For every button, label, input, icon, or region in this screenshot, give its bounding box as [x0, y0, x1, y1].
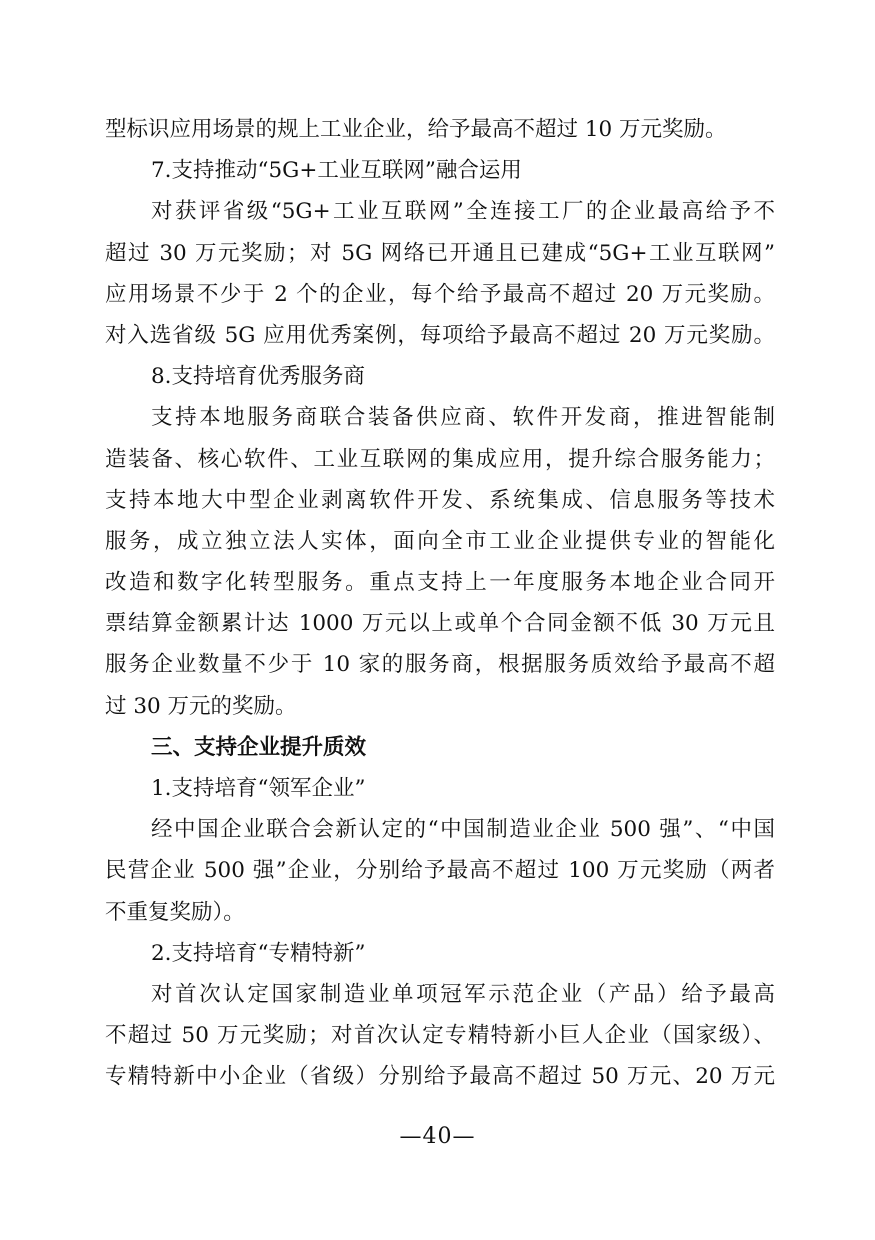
- section-heading-8: 8.支持培育优秀服务商: [151, 364, 366, 390]
- text-line: 对首次认定国家制造业单项冠军示范企业（产品）给予最高: [151, 981, 775, 1007]
- text-line: 票结算金额累计达 1000 万元以上或单个合同金额不低 30 万元且: [105, 611, 775, 637]
- text-line: 超过 30 万元奖励；对 5G 网络已开通且已建成“5G+工业互联网”: [105, 240, 775, 266]
- paragraph-service-providers: [105, 397, 775, 727]
- text-line: 对获评省级“5G+工业互联网”全连接工厂的企业最高给予不: [151, 199, 775, 225]
- text-line: 型标识应用场景的规上工业企业，给予最高不超过 10 万元奖励。: [105, 117, 727, 142]
- text-line: 应用场景不少于 2 个的企业，每个给予最高不超过 20 万元奖励。: [105, 281, 775, 307]
- text-line: 改造和数字化转型服务。重点支持上一年度服务本地企业合同开: [105, 570, 775, 596]
- section-heading-1: 1.支持培育“领军企业”: [151, 776, 366, 801]
- paragraph-leading-enterprises: [105, 809, 775, 933]
- text-line: 对入选省级 5G 应用优秀案例，每项给予最高不超过 20 万元奖励。: [105, 322, 775, 348]
- text-line: 服务企业数量不少于 10 家的服务商，根据服务质效给予最高不超: [105, 652, 775, 678]
- section-heading-2: 2.支持培育“专精特新”: [151, 940, 366, 966]
- page-number: —40—: [399, 1124, 476, 1149]
- paragraph-continuation: [105, 109, 775, 150]
- text-line: 专精特新中小企业（省级）分别给予最高不超过 50 万元、20 万元: [105, 1064, 775, 1090]
- text-line: 服务，成立独立法人实体，面向全市工业企业提供专业的智能化: [105, 528, 775, 554]
- text-line: 不超过 50 万元奖励；对首次认定专精特新小巨人企业（国家级）、: [105, 1023, 775, 1049]
- text-line: 不重复奖励）。: [105, 899, 245, 925]
- chapter-heading-3: 三、支持企业提升质效: [151, 734, 367, 760]
- text-line: 经中国企业联合会新认定的“中国制造业企业 500 强”、“中国: [151, 817, 775, 843]
- text-line: 民营企业 500 强”企业，分别给予最高不超过 100 万元奖励（两者: [105, 858, 775, 884]
- text-line: 支持本地大中型企业剥离软件开发、系统集成、信息服务等技术: [105, 487, 775, 513]
- paragraph-5g-industrial-internet: [105, 191, 775, 356]
- paragraph-specialized-enterprises: [105, 974, 775, 1098]
- text-line: 造装备、核心软件、工业互联网的集成应用，提升综合服务能力；: [105, 446, 775, 472]
- body-text: [105, 109, 775, 1098]
- text-line: 过 30 万元的奖励。: [105, 693, 297, 719]
- section-heading-7: 7.支持推动“5G+工业互联网”融合运用: [151, 158, 522, 184]
- text-line: 支持本地服务商联合装备供应商、软件开发商，推进智能制: [151, 405, 775, 431]
